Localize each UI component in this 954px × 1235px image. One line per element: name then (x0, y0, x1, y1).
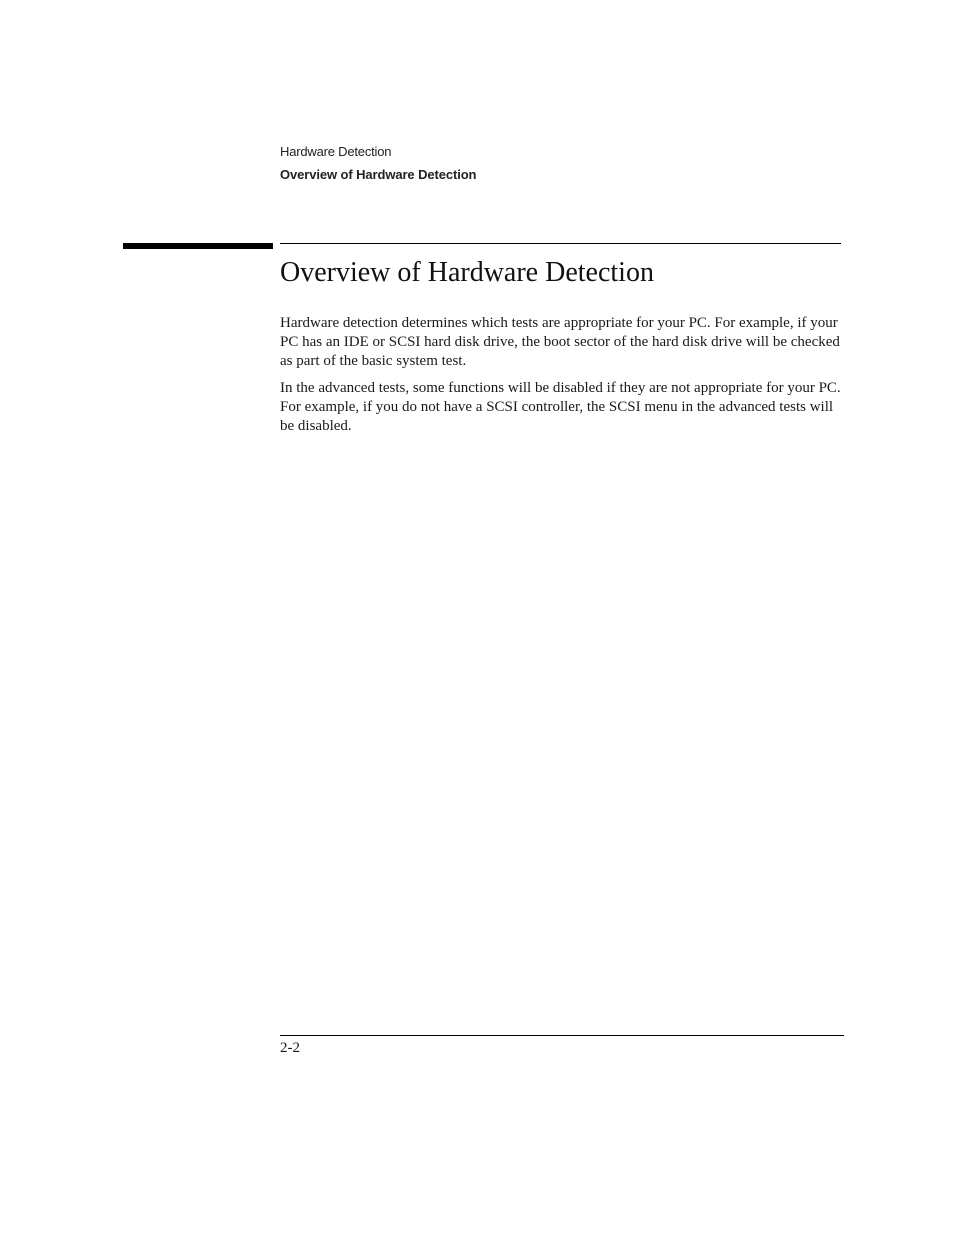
chapter-title: Hardware Detection (280, 144, 392, 159)
section-title-header: Overview of Hardware Detection (280, 167, 477, 182)
page-number: 2-2 (280, 1040, 300, 1056)
page-title: Overview of Hardware Detection (280, 257, 654, 288)
paragraph-2: In the advanced tests, some functions will be disabled if they are not appropriate for your PC. For example, if you do not have a SCSI controller, the SCSI menu in the advanced tests will be disabled. (280, 380, 841, 434)
running-header (280, 140, 476, 186)
paragraph-1: Hardware detection determines which tests are appropriate for your PC. For example, if your PC has an IDE or SCSI hard disk drive, the boot sector of the hard disk drive will be checked as part of the basic system test. (280, 315, 840, 369)
section-divider (280, 243, 841, 244)
footer-divider (280, 1035, 844, 1036)
section-marker-bar (123, 243, 273, 249)
body-text (280, 314, 846, 444)
